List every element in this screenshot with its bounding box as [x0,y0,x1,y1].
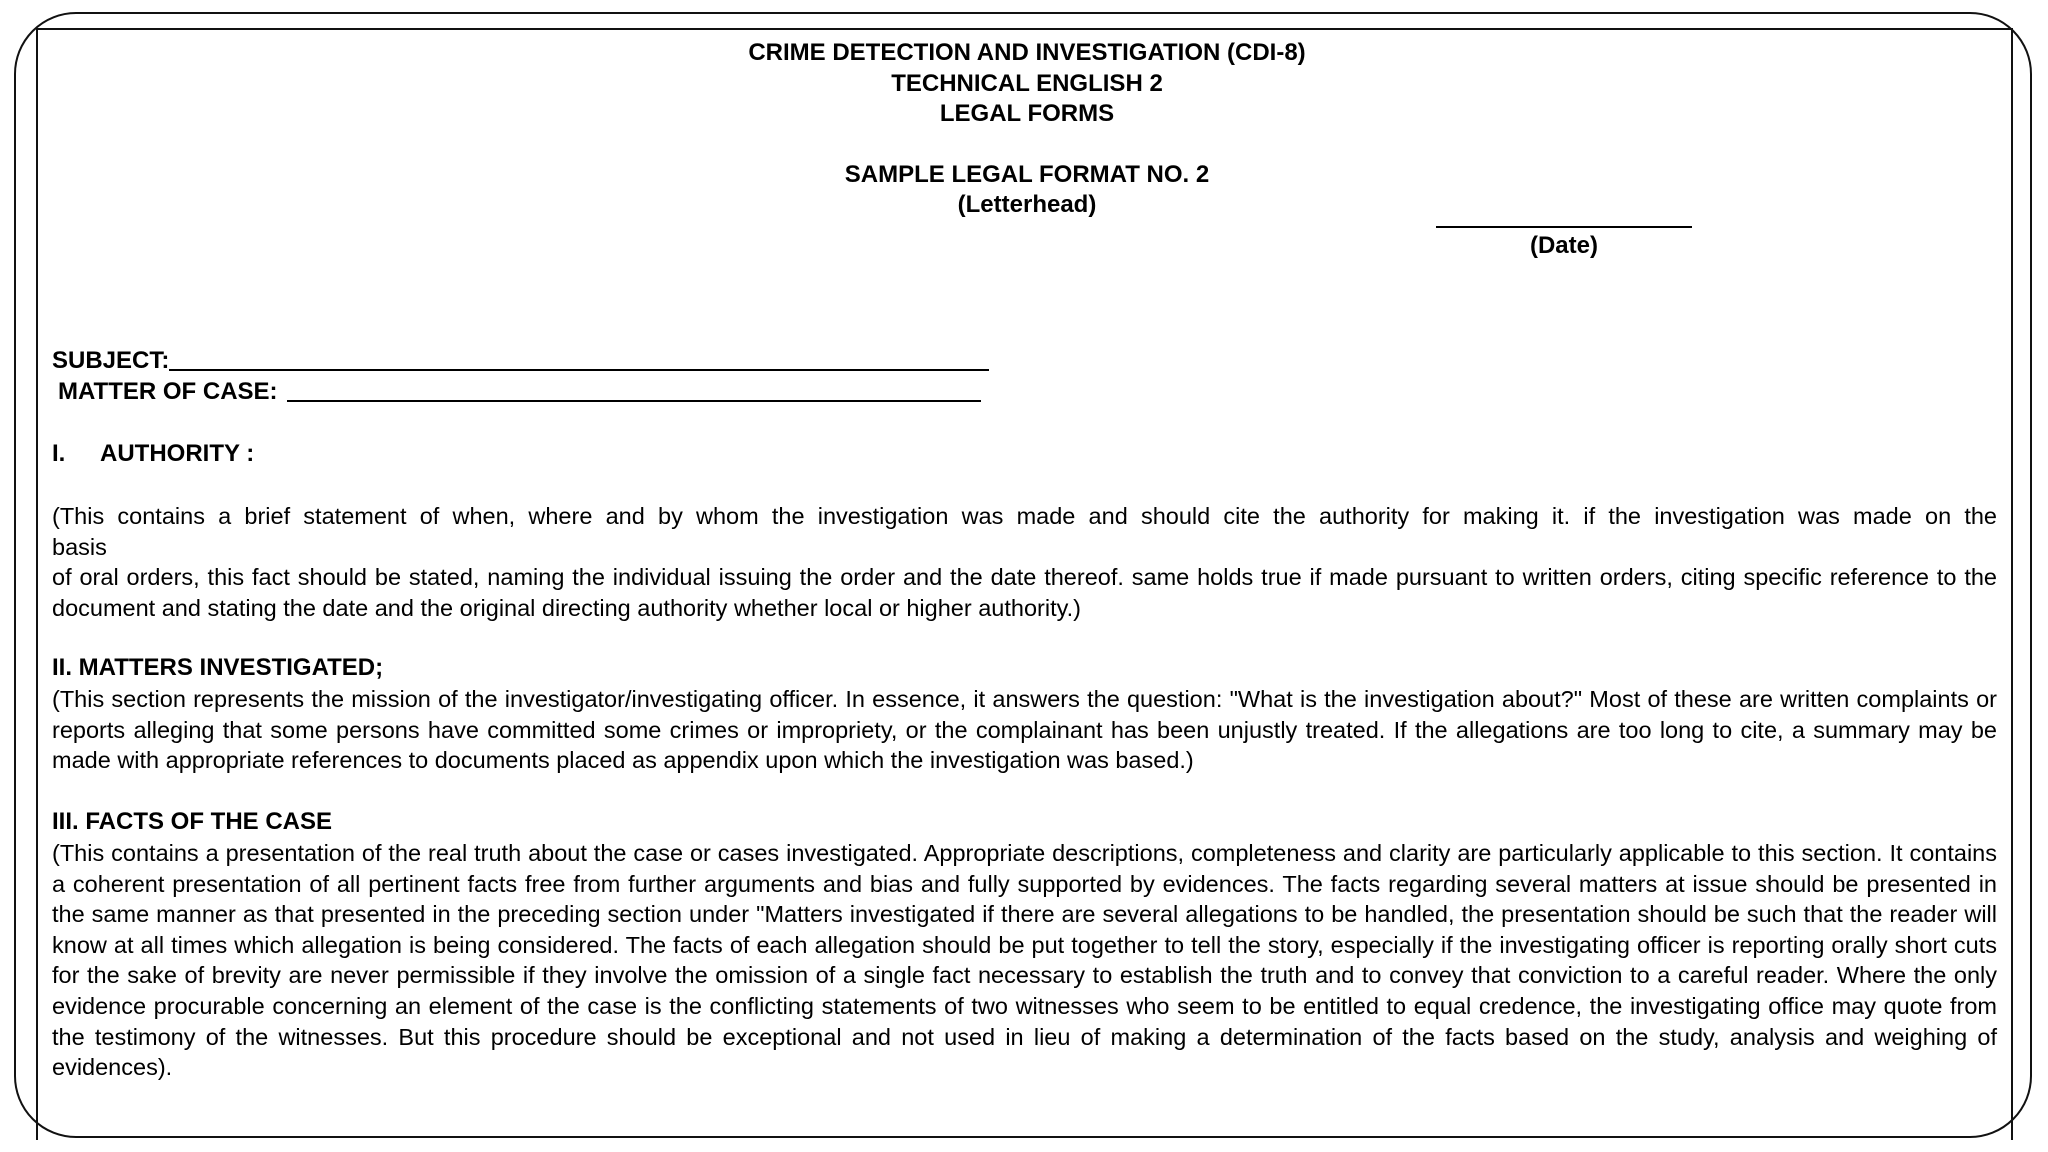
authority-paragraph [52,501,1997,623]
authority-heading-text: AUTHORITY : [100,440,255,467]
matter-of-case-field [58,377,981,407]
authority-number: I. [52,440,66,467]
date-field [1436,226,1692,260]
date-label: (Date) [1529,232,1598,259]
matter-of-case-label: MATTER OF CASE: [58,378,278,405]
facts-of-case-paragraph: (This contains a presentation of the real truth about the case or cases investigated. Appropriate descriptions, completeness and clarity are particularly applicable to this section. It contains a coherent presentation of all pertinent facts free from further arguments and bias and fully supported by evidences. The facts regarding several matters at issue should be presented in the same manner as that presented in the preceding section under "Matters investigated if there are several allegations to be handled, the presentation should be such that the reader will know at all times which allegation is being considered. The facts of each allegation should be put together to tell the story, especially if the investigating officer is reporting orally short cuts for the sake of brevity are never permissible if they involve the omission of a single fact necessary to establish the truth and to convey that conviction to a careful reader. Where the only evidence procurable concerning an element of the case is the conflicting statements of two witnesses who seem to be entitled to equal credence, the investigating office may quote from the testimony of the witnesses. But this procedure should be exceptional and not used in lieu of making a determination of the facts based on the study, analysis and weighing of evidences). [52,840,1997,1081]
authority-text-line1: (This contains a brief statement of when, where and by whom the investigation was made and should cite the authority for making it. if the investigation was made on the [52,503,1997,529]
subject-label: SUBJECT: [52,347,170,374]
date-blank-line [1436,226,1692,228]
authority-heading [52,439,254,469]
document-header [52,38,2002,221]
section-title: LEGAL FORMS [939,100,1115,127]
facts-of-case-heading: III. FACTS OF THE CASE [52,808,333,835]
subject-field [52,346,989,376]
format-title: SAMPLE LEGAL FORMAT NO. 2 [844,160,1210,188]
authority-text-line2: basis [52,533,107,560]
subject-blank-line [169,367,989,371]
authority-text-rest: of oral orders, this fact should be stated, naming the individual issuing the order and the date thereof. same holds true if made pursuant to written orders, citing specific reference to the document and stating the date and the original directing authority whether local or higher authority.) [52,564,1997,621]
document-content [52,38,2002,221]
matters-investigated-heading: II. MATTERS INVESTIGATED; [52,654,384,681]
letterhead-label: (Letterhead) [957,191,1097,218]
matter-of-case-blank-line [287,398,981,402]
course-subtitle: TECHNICAL ENGLISH 2 [891,69,1163,97]
matters-investigated-paragraph: (This section represents the mission of the investigator/investigating officer. In essence, it answers the question: "What is the investigation about?" Most of these are written complaints or reports alleging that some persons have committed some crimes or impropriety, or the complainant has been unjustly treated. If the allegations are too long to cite, a summary may be made with appropriate references to documents placed as appendix upon which the investigation was based.) [52,686,1997,774]
course-title: CRIME DETECTION AND INVESTIGATION (CDI-8) [748,39,1306,66]
